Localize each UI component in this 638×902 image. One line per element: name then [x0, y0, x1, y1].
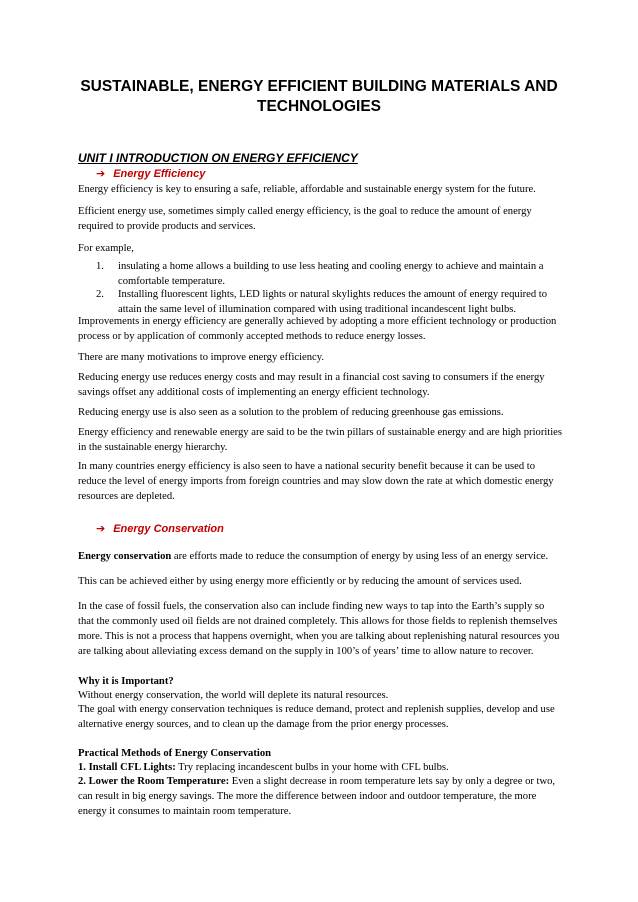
paragraph: Energy efficiency is key to ensuring a safe, reliable, affordable and sustainable energy system for the future. [78, 184, 536, 195]
paragraph: Without energy conservation, the world will deplete its natural resources. [78, 690, 389, 701]
method-text: Try replacing incandescent bulbs in your home with CFL bulbs. [175, 762, 449, 773]
bold-heading: Practical Methods of Energy Conservation [78, 748, 272, 759]
heading-text: Energy Conservation [113, 523, 224, 535]
paragraph: For example, [78, 243, 134, 254]
paragraph: There are many motivations to improve energy efficiency. [78, 352, 325, 363]
why-important-heading [78, 674, 562, 689]
paragraph: In the case of fossil fuels, the conservation also can include finding new ways to tap into the Earth’s supply so that the commonly used oil fields are not drained completely. This allows for those fields to replenish themselves more. This is not a process that happens overnight, when you are talking about replenishing natural resources you are talking about alleviating excess demand on the supply in 100’s of years’ time to allow nature to recover. [78, 601, 560, 657]
paragraph: The goal with energy conservation techniques is reduce demand, protect and replenish supplies, develop and use alternative energy sources, and to clean up the damage from the prior energy processes. [78, 704, 555, 730]
method-title: 2. Lower the Room Temperature: [78, 776, 230, 787]
bold-term: Energy conservation [78, 551, 172, 562]
bold-heading: Why it is Important? [78, 676, 174, 687]
arrow-icon: ➔ [96, 167, 106, 180]
list-text: Installing fluorescent lights, LED lights or natural skylights reduces the amount of energy required to attain the same level of illumination compared with using traditional incandescent light bulbs. [118, 289, 548, 315]
arrow-icon: ➔ [96, 522, 106, 535]
unit-heading: UNIT I INTRODUCTION ON ENERGY EFFICIENCY [78, 151, 358, 165]
list-item [96, 287, 562, 317]
paragraph: Efficient energy use, sometimes simply called energy efficiency, is the goal to reduce the amount of energy required to provide products and services. [78, 206, 532, 232]
paragraph: Improvements in energy efficiency are generally achieved by adopting a more efficient technology or production process or by application of commonly accepted methods to reduce energy losses. [78, 316, 557, 342]
paragraph: This can be achieved either by using energy more efficiently or by reducing the amount of services used. [78, 576, 522, 587]
heading-text: Energy Efficiency [113, 168, 206, 180]
document-title: SUSTAINABLE, ENERGY EFFICIENT BUILDING MATERIALS AND TECHNOLOGIES [80, 78, 558, 115]
method-title: 1. Install CFL Lights: [78, 762, 176, 773]
paragraph: Reducing energy use reduces energy costs and may result in a financial cost saving to consumers if the energy savings offset any additional costs of implementing an energy efficient technology. [78, 372, 545, 398]
method-item [78, 760, 562, 775]
paragraph: Energy efficiency and renewable energy are said to be the twin pillars of sustainable energy and are high priorities in the sustainable energy hierarchy. [78, 427, 563, 453]
paragraph-text: are efforts made to reduce the consumption of energy by using less of an energy service. [171, 551, 549, 562]
energy-conservation-heading [96, 522, 224, 535]
list-number: 2. [96, 289, 104, 300]
method-item [78, 774, 562, 819]
method-text: Even a slight decrease in room temperature lets say by only a degree or two, can result in big energy savings. The more the difference between indoor and outdoor temperature, the more energy it consumes to maintain room temperature. [78, 776, 556, 817]
energy-efficiency-heading [96, 167, 205, 180]
paragraph: In many countries energy efficiency is also seen to have a national security benefit because it can be used to reduce the level of energy imports from foreign countries and may slow down the rate at which domestic energy resources are depleted. [78, 461, 554, 502]
practical-methods-heading [78, 746, 562, 761]
paragraph: Reducing energy use is also seen as a solution to the problem of reducing greenhouse gas emissions. [78, 407, 504, 418]
list-item [96, 259, 562, 289]
list-number: 1. [96, 261, 104, 272]
list-text: insulating a home allows a building to use less heating and cooling energy to achieve and maintain a comfortable temperature. [118, 261, 544, 287]
paragraph [78, 549, 562, 564]
